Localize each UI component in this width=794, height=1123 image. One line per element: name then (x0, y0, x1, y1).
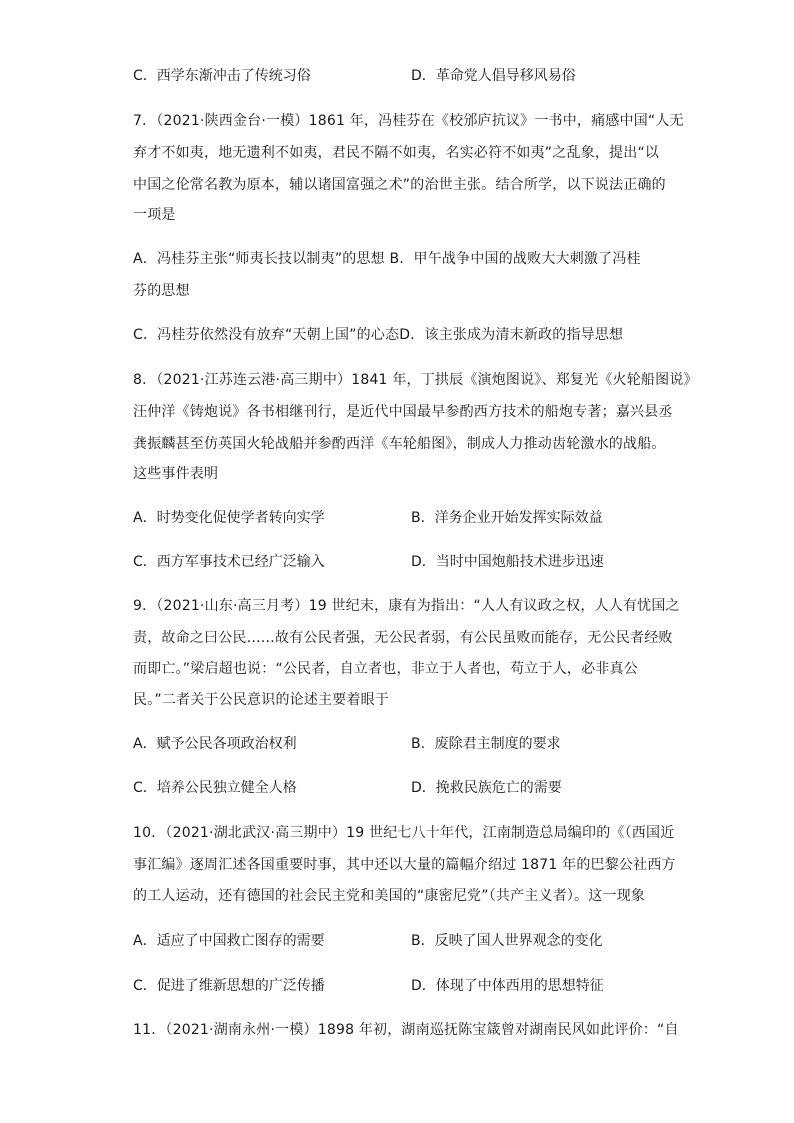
q10-option-d: D．体现了中体西用的思想特征 (411, 978, 604, 994)
q10-option-c: C．促进了维新思想的广泛传播 (133, 978, 325, 994)
q10-stem-line-3: 的工人运动，还有德国的社会民主党和美国的“康密尼党”（共产主义者）。这一现象 (133, 888, 646, 904)
q9-stem-line-3: 而即亡。”梁启超也说：“公民者，自立者也，非立于人者也，苟立于人，必非真公 (133, 661, 638, 677)
q8-option-d: D．当时中国炮船技术进步迅速 (411, 554, 604, 570)
q7-option-c-d: C．冯桂芬依然没有放弃“天朝上国”的心态D．该主张成为清末新政的指导思想 (133, 327, 624, 343)
q9-option-b: B．废除君主制度的要求 (411, 736, 561, 752)
q7-stem-line-4: 一项是 (133, 207, 176, 223)
q8-option-c: C．西方军事技术已经广泛输入 (133, 554, 325, 570)
q9-option-d: D．挽救民族危亡的需要 (411, 780, 562, 796)
q7-stem-line-2: 弃才不如夷，地无遗利不如夷，君民不隔不如夷，名实必符不如夷”之乱象，提出“以 (133, 145, 660, 161)
q7-stem-line-3: 中国之伦常名教为原本，辅以诸国富强之术”的治世主张。结合所学，以下说法正确的 (133, 177, 666, 193)
q6-option-d: D．革命党人倡导移风易俗 (411, 68, 576, 84)
q8-stem-line-1: 8．（2021·江苏连云港·高三期中）1841 年，丁拱辰《演炮图说》、郑复光《火轮船图说》 (133, 372, 698, 388)
q9-stem-line-4: 民。”二者关于公民意识的论述主要着眼于 (133, 692, 390, 708)
q7-option-a-b: A．冯桂芬主张“师夷长技以制夷”的思想 B．甲午战争中国的战败大大刺激了冯桂 (133, 251, 641, 267)
q10-stem-line-1: 10．（2021·湖北武汉·高三期中）19 世纪七八十年代，江南制造总局编印的《（西国近 (133, 825, 675, 841)
q10-option-a: A．适应了中国救亡图存的需要 (133, 933, 325, 949)
q8-stem-line-2: 汪仲洋《铸炮说》各书相继刊行，是近代中国最早参酌西方技术的船炮专著；嘉兴县丞 (133, 404, 673, 420)
q8-option-b: B．洋务企业开始发挥实际效益 (411, 510, 603, 526)
q9-option-c: C．培养公民独立健全人格 (133, 780, 297, 796)
q11-stem-line-1: 11．（2021·湖南永州·一模）1898 年初，湖南巡抚陈宝箴曾对湖南民风如此评价：“自 (133, 1022, 679, 1038)
q10-option-b: B．反映了国人世界观念的变化 (411, 933, 603, 949)
q10-stem-line-2: 事汇编》逐周汇述各国重要时事，其中还以大量的篇幅介绍过 1871 年的巴黎公社西方 (133, 857, 676, 873)
q8-stem-line-3: 龚振麟甚至仿英国火轮战船并参酌西洋《车轮船图》，制成人力推动齿轮激水的战船。 (133, 436, 666, 452)
q8-stem-line-4: 这些事件表明 (133, 466, 219, 482)
q9-stem-line-2: 责，故命之曰公民……故有公民者强，无公民者弱，有公民虽败而能存，无公民者经败 (133, 630, 673, 646)
q8-option-a: A．时势变化促使学者转向实学 (133, 510, 325, 526)
q7-stem-line-1: 7．（2021·陕西金台·一模）1861 年，冯桂芬在《校邠庐抗议》一书中，痛感中国“人无 (133, 113, 684, 129)
q6-option-c: C．西学东渐冲击了传统习俗 (133, 68, 311, 84)
q9-stem-line-1: 9．（2021·山东·高三月考）19 世纪末，康有为指出：“人人有议政之权，人人有忧国之 (133, 598, 680, 614)
q7-option-b-cont: 芬的思想 (133, 283, 190, 299)
q9-option-a: A．赋予公民各项政治权利 (133, 736, 297, 752)
